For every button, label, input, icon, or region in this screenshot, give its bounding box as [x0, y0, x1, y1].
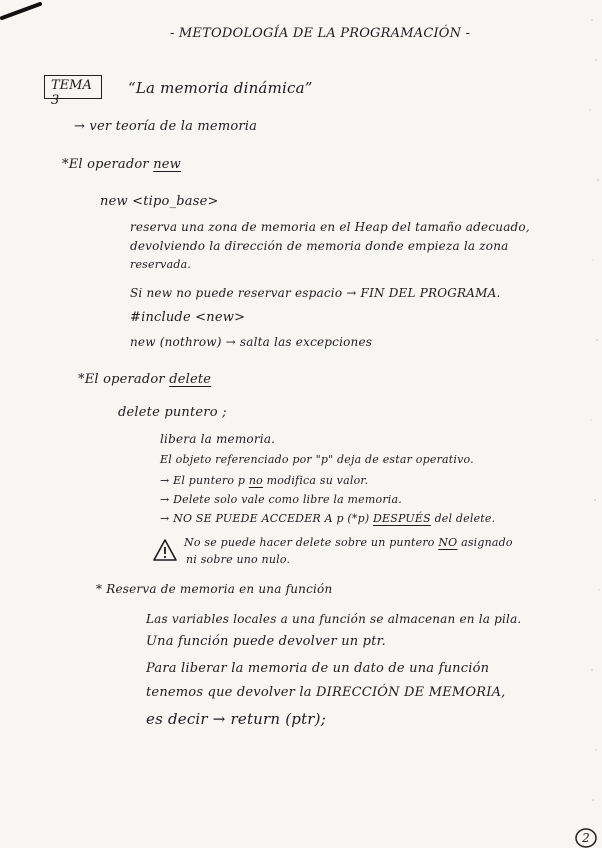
page-title: - METODOLOGÍA DE LA PROGRAMACIÓN -	[170, 26, 471, 41]
new-desc-line-3: reservada.	[130, 258, 192, 271]
warning-line-1	[184, 536, 513, 549]
new-syntax: new <tipo_base>	[100, 194, 219, 209]
ver-teoria-note: → ver teoría de la memoria	[74, 119, 258, 134]
page-number: 2	[582, 831, 590, 845]
delete-syntax: delete puntero ;	[118, 405, 227, 420]
delete-line-4: → Delete solo vale como libre la memoria.	[160, 493, 402, 506]
tema-label: TEMA 3	[51, 78, 92, 108]
warning-line-2: ni sobre uno nulo.	[186, 553, 291, 566]
pen-stroke-mark	[0, 0, 50, 30]
delete-line-5-pre: → NO SE PUEDE ACCEDER A p (*p)	[160, 512, 370, 525]
delete-heading-keyword: delete	[169, 372, 212, 387]
reserva-line-5: es decir → return (ptr);	[146, 710, 326, 728]
delete-line-5-despues: DESPUÉS	[373, 512, 431, 525]
reserva-line-2: Una función puede devolver un ptr.	[146, 634, 386, 649]
warning-line-1-pre: No se puede hacer delete sobre un puntero	[184, 536, 435, 549]
reserva-line-4: tenemos que devolver la DIRECCIÓN DE MEMORIA,	[146, 685, 506, 700]
page-number-circle	[574, 826, 598, 848]
delete-line-5-post: del delete.	[434, 512, 496, 525]
delete-heading-prefix: *El operador	[78, 372, 165, 387]
delete-line-3-no: no	[248, 474, 263, 487]
new-desc-line-1: reserva una zona de memoria en el Heap del tamaño adecuado,	[130, 220, 530, 234]
delete-line-3	[160, 474, 368, 487]
warning-line-1-post: asignado	[461, 536, 513, 549]
warning-line-1-no: NO	[438, 536, 458, 549]
new-fail-note: Si new no puede reservar espacio → FIN DEL PROGRAMA.	[130, 286, 501, 300]
new-nothrow: new (nothrow) → salta las excepciones	[130, 335, 373, 349]
new-heading-prefix: *El operador	[62, 157, 149, 172]
new-heading-keyword: new	[153, 157, 181, 172]
delete-line-1: libera la memoria.	[160, 432, 276, 446]
paper-edge-speckle	[562, 0, 602, 848]
delete-line-5	[160, 512, 495, 525]
tema-box	[44, 75, 102, 108]
new-section-heading	[62, 157, 181, 172]
tema-title: “La memoria dinámica”	[128, 79, 313, 97]
delete-line-3-pre: → El puntero p	[160, 474, 246, 487]
delete-line-3-post: modifica su valor.	[266, 474, 369, 487]
reserva-line-3: Para liberar la memoria de un dato de una función	[146, 661, 490, 676]
new-desc-line-2: devolviendo la dirección de memoria donde empieza la zona	[130, 239, 509, 253]
delete-section-heading	[78, 372, 211, 387]
reserva-line-1: Las variables locales a una función se almacenan en la pila.	[146, 612, 522, 626]
new-include: #include <new>	[130, 310, 246, 325]
reserva-heading: * Reserva de memoria en una función	[96, 582, 333, 596]
warning-icon	[152, 538, 178, 562]
delete-line-2: El objeto referenciado por "p" deja de estar operativo.	[160, 453, 474, 466]
